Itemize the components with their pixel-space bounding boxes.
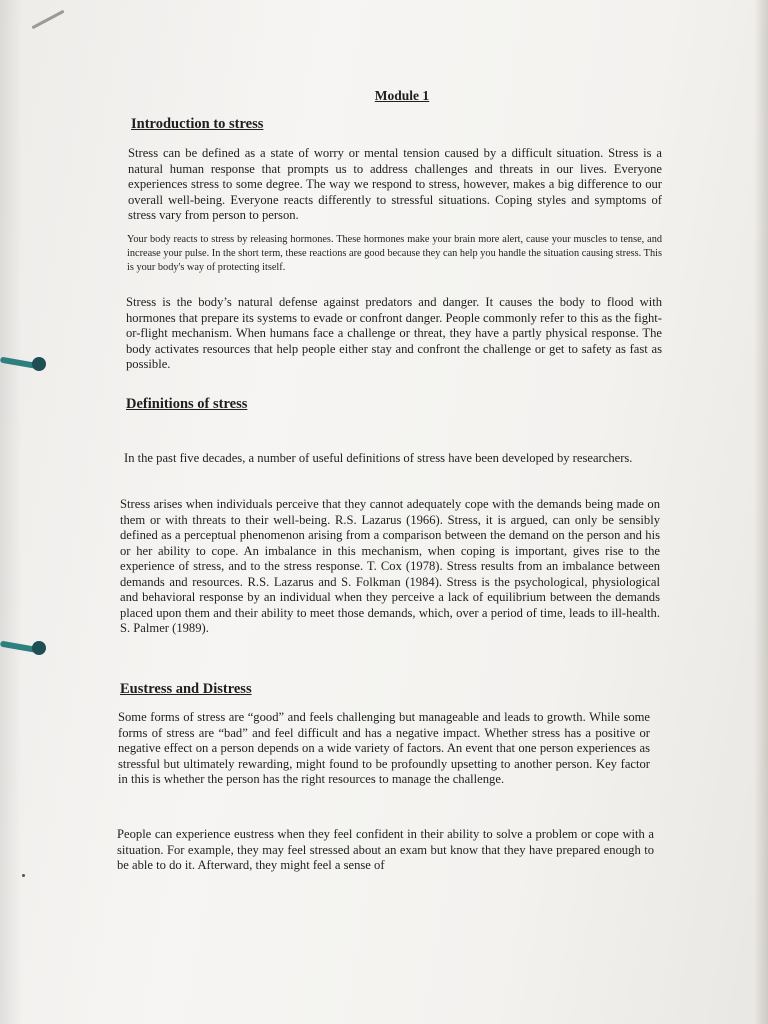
module-title: Module 1	[374, 88, 430, 103]
intro-paragraph-1: Stress can be defined as a state of worry or mental tension caused by a difficult situation. Stress is a natural human response that prompts us to address challenges and threats in our lives. Everyone experiences stress to some degree. The way we respond to stress, however, makes a big difference to our overall well-being. Everyone reacts differently to stressful situations. Coping styles and symptoms of stress vary from person to person.	[128, 146, 662, 222]
staple-mark	[31, 10, 64, 30]
intro-paragraph-3: Stress is the body’s natural defense against predators and danger. It causes the body to flood with hormones that prepare its systems to evade or confront danger. People commonly refer to this as the fight-or-flight mechanism. When humans face a challenge or threat, they have a partly physical response. The body activates resources that help people either stay and confront the challenge or get to safety as fast as possible.	[126, 295, 662, 371]
punch-hole	[32, 357, 46, 371]
eustress-paragraph-2: People can experience eustress when they feel confident in their ability to solve a problem or cope with a situation. For example, they may feel stressed about an exam but know that they have prepared enough to be able to do it. Afterward, they might feel a sense of	[117, 827, 654, 872]
section-heading-definitions: Definitions of stress	[126, 396, 248, 412]
section-heading-eustress: Eustress and Distress	[120, 681, 252, 697]
margin-mark	[22, 874, 25, 877]
binding-thread-top	[0, 350, 52, 380]
eustress-paragraph-1: Some forms of stress are “good” and feels challenging but manageable and leads to growth. While some forms of stress are “bad” and feel difficult and has a negative impact. Whether stress has a positive or negative effect on a person depends on a wide variety of factors. An event that one person experiences as stressful but ultimately rewarding, might found to be profoundly upsetting to another person. Key factor in this is whether the person has the right resources to manage the challenge.	[118, 710, 650, 786]
section-heading-introduction: Introduction to stress	[131, 116, 264, 132]
definitions-paragraph-2: Stress arises when individuals perceive that they cannot adequately cope with the demands being made on them or with threats to their well-being. R.S. Lazarus (1966). Stress, it is argued, can only be sensibly defined as a perceptual phenomenon arising from a comparison between the demand on the person and his or her ability to cope. An imbalance in this mechanism, when coping is important, gives rise to the experience of stress, and to the stress response. T. Cox (1978). Stress results from an imbalance between demands and resources. R.S. Lazarus and S. Folkman (1984). Stress is the psychological, physiological and behavioral response by an individual when they perceive a lack of equilibrium between the demands placed upon them and their ability to meet those demands, which, over a period of time, leads to ill-health. S. Palmer (1989).	[120, 497, 660, 635]
definitions-paragraph-1: In the past five decades, a number of useful definitions of stress have been developed by researchers.	[124, 451, 633, 465]
binding-thread-bottom	[0, 634, 52, 664]
page-edge	[754, 0, 768, 1024]
intro-paragraph-2: Your body reacts to stress by releasing hormones. These hormones make your brain more alert, cause your muscles to tense, and increase your pulse. In the short term, these reactions are good because they can help you handle the situation causing stress. This is your body's way of protecting itself.	[127, 234, 662, 273]
page-shadow	[0, 0, 22, 1024]
punch-hole	[32, 641, 46, 655]
